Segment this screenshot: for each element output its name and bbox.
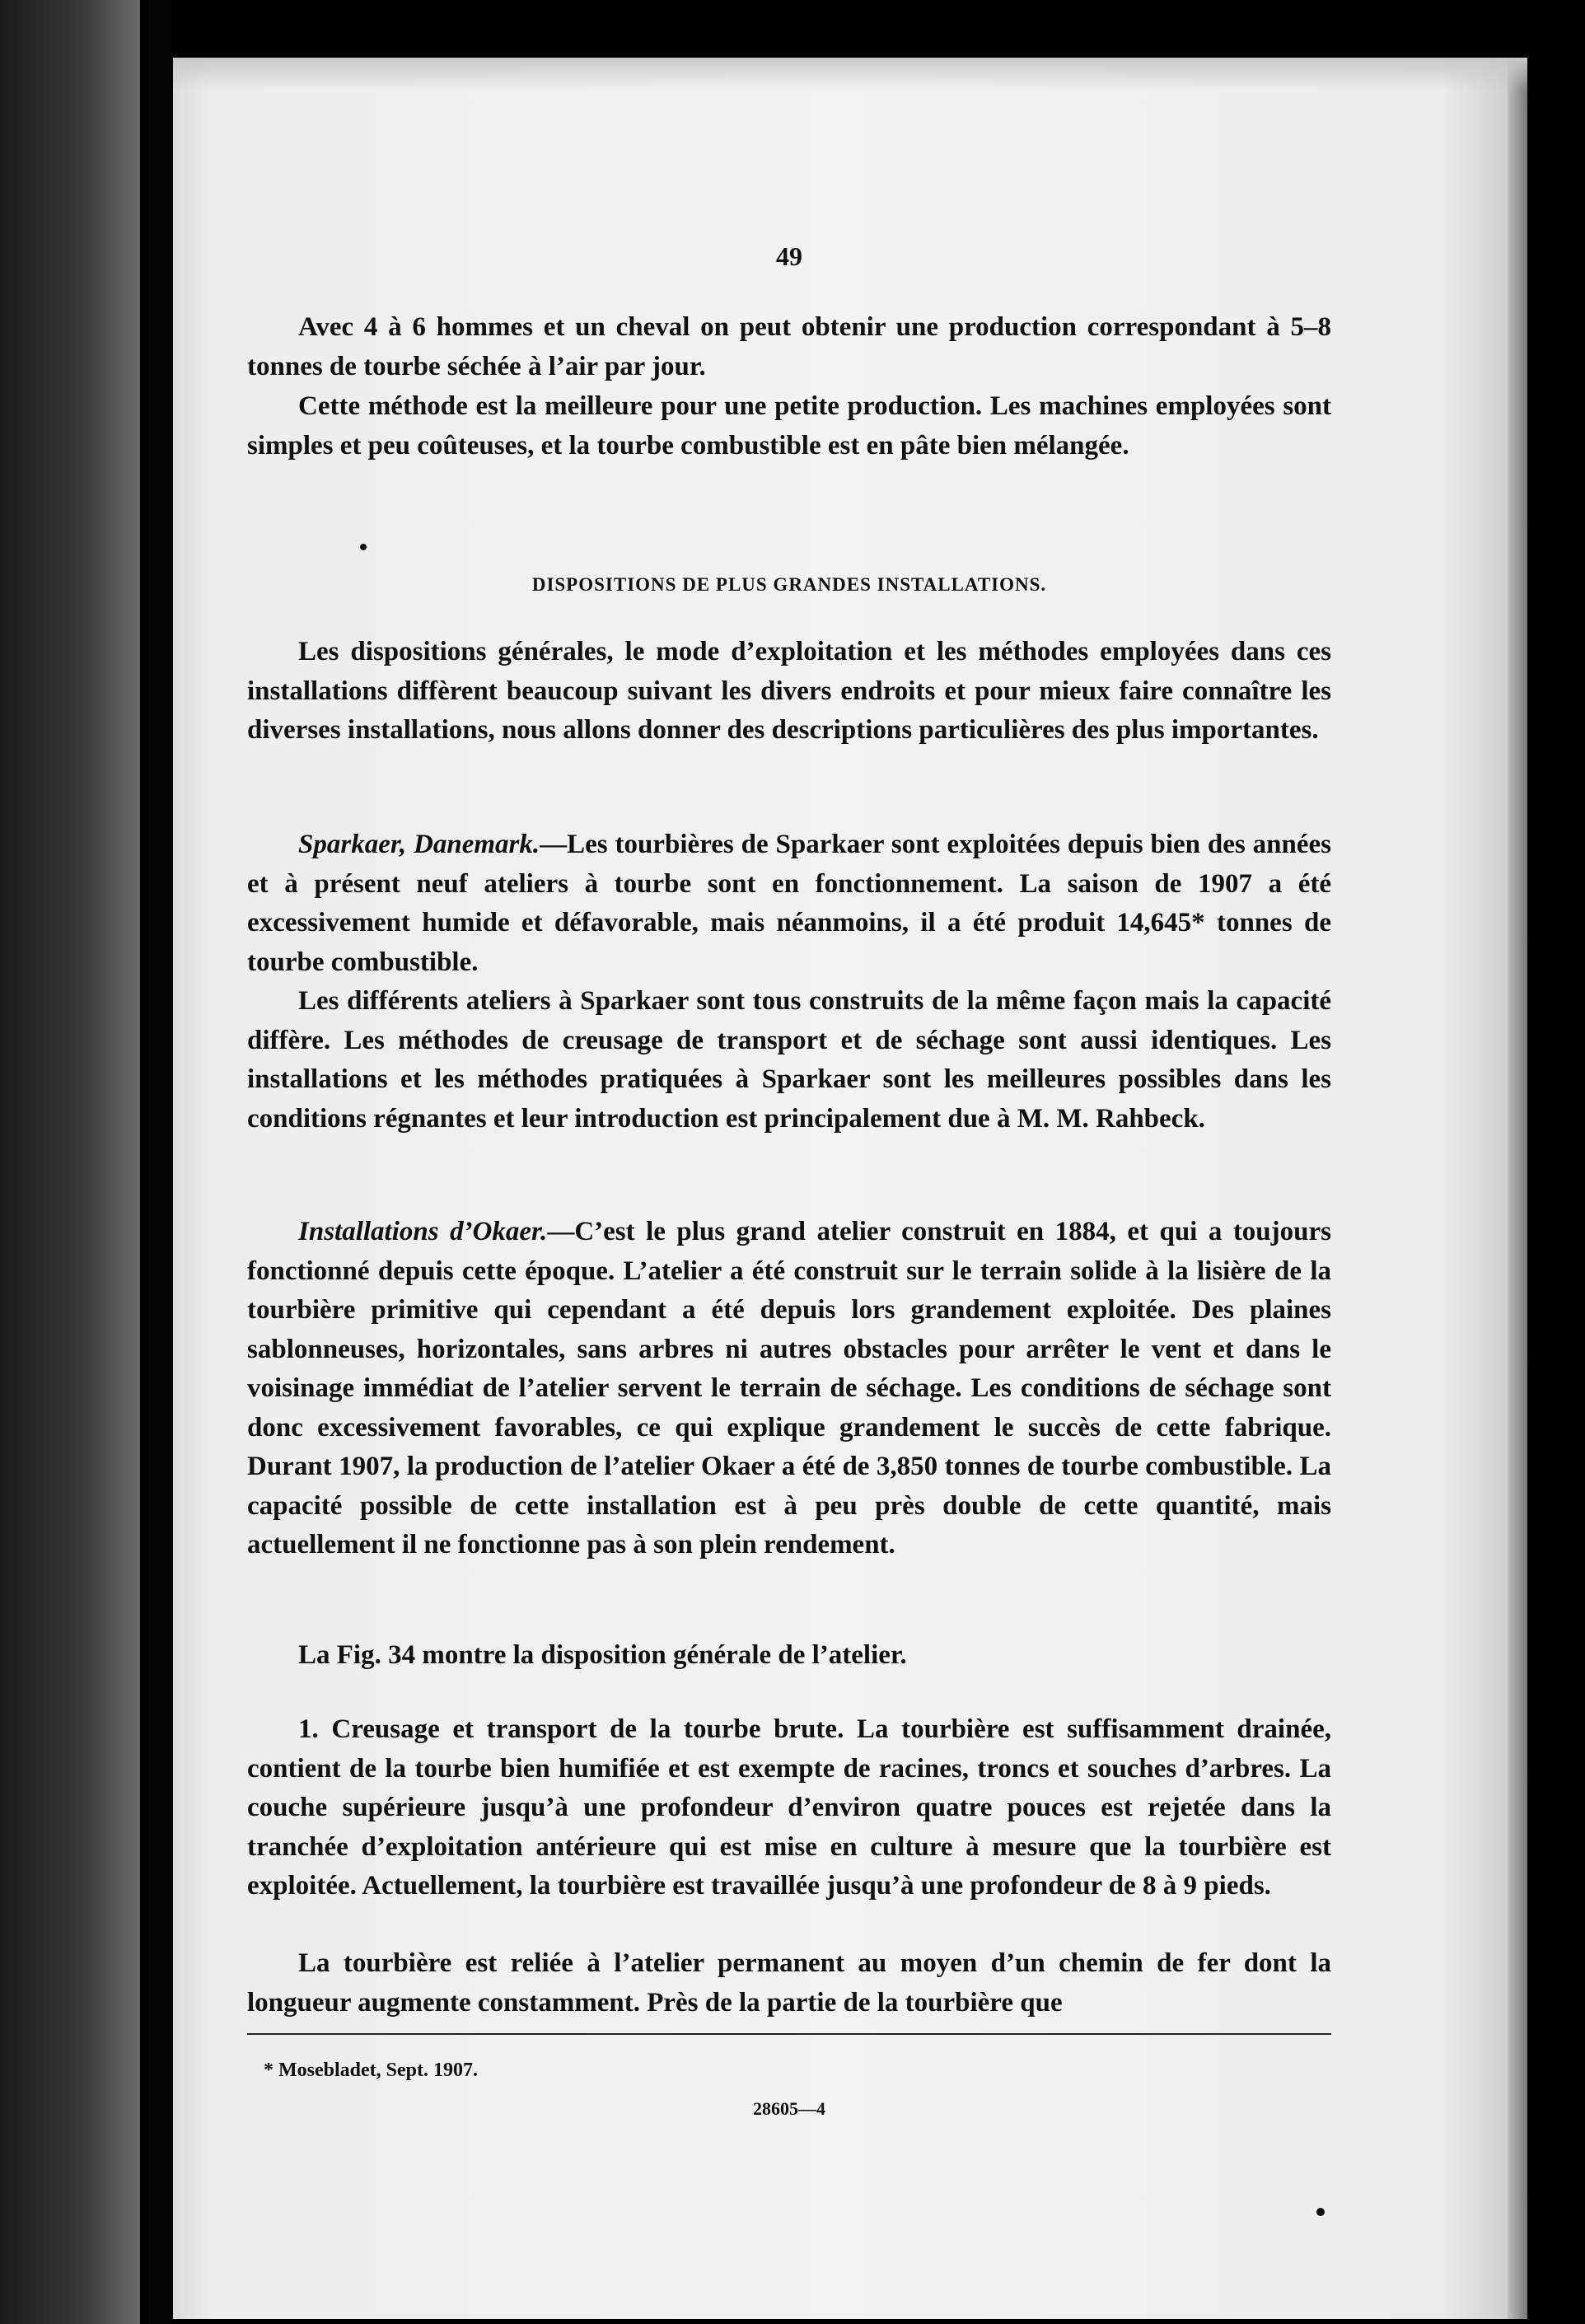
footnote-divider — [247, 2033, 1331, 2035]
paragraph-9: La tourbière est reliée à l’atelier permanent au moyen d’un chemin de fer dont la longueur augmente constamment. Près de la partie de la tourbière que — [247, 1948, 1331, 2018]
scan-left-margin — [0, 0, 140, 2324]
printer-signature: 28605—4 — [753, 2098, 825, 2119]
paragraph-3: Les dispositions générales, le mode d’exploitation et les méthodes employées dans ces installations diffèrent beaucoup suivant les divers endroits et pour mieux faire connaître les diverses installations, nous allons donner des descriptions particulières des plus importantes. — [247, 637, 1331, 745]
scan-top-shadow — [173, 58, 1527, 91]
paragraph-5: Les différents ateliers à Sparkaer sont tous construits de la même façon mais la capacité diffère. Les méthodes de creusage de transport et de séchage sont aussi identiques. Les installations et les méthodes pratiquées à Sparkaer sont les meilleures possibles dans les conditions régnantes et leur introduction est principalement due à M. M. Rahbeck. — [247, 986, 1331, 1134]
okaer-title: Installations d’Okaer. — [298, 1217, 548, 1246]
section-heading: DISPOSITIONS DE PLUS GRANDES INSTALLATIONS. — [531, 574, 1047, 595]
paragraph-sparkaer — [247, 825, 1331, 982]
scan-speck — [360, 544, 367, 550]
page-number: 49 — [776, 241, 802, 271]
scan-binding-edge — [148, 0, 171, 2324]
sparkaer-text: —Les tourbières de Sparkaer sont exploitées depuis bien des années et à présent neuf ateliers à tourbe sont en fonctionnement. La saison de 1907 a été excessivement humide et défavorable, mais néanmoins, il a été produit 14,645* tonnes de tourbe combustible. — [247, 830, 1331, 977]
paragraph-7: La Fig. 34 montre la disposition générale de l’atelier. — [298, 1640, 907, 1670]
paragraph-8: 1. Creusage et transport de la tourbe brute. La tourbière est suffisamment drainée, contient de la tourbe bien humifiée et est exempte de racines, troncs et souches d’arbres. La couche supérieure jusqu’à une profondeur d’environ quatre pouces est rejetée dans la tranchée d’exploitation antérieure qui est mise en culture à mesure que la tourbière est exploitée. Actuellement, la tourbière est travaillée jusqu’à une profondeur de 8 à 9 pieds. — [247, 1714, 1331, 1901]
scan-speck — [1316, 2208, 1325, 2216]
scan-right-edge — [1508, 58, 1527, 2319]
footnote: * Mosebladet, Sept. 1907. — [264, 2060, 478, 2081]
okaer-text: —C’est le plus grand atelier construit en 1884, et qui a toujours fonctionné depuis cette époque. L’atelier a été construit sur le terrain solide à la lisière de la tourbière primitive qui cependant a été depuis lors grandement exploitée. Des plaines sablonneuses, horizontales, sans arbres ni autres obstacles pour arrêter le vent et dans le voisinage immédiat de l’atelier servent le terrain de séchage. Les conditions de séchage sont donc excessivement favorables, ce qui explique grandement le succès de cette fabrique. Durant 1907, la production de l’atelier Okaer a été de 3,850 tonnes de tourbe combustible. La capacité possible de cette installation est à peu près double de cette quantité, mais actuellement il ne fonctionne pas à son plein rendement. — [247, 1217, 1331, 1559]
paragraph-1: Avec 4 à 6 hommes et un cheval on peut obtenir une production correspondant à 5–8 tonnes de tourbe séchée à l’air par jour. — [247, 312, 1331, 381]
paragraph-okaer — [247, 1213, 1331, 1565]
paragraph-2: Cette méthode est la meilleure pour une petite production. Les machines employées sont simples et peu coûteuses, et la tourbe combustible est en pâte bien mélangée. — [247, 391, 1331, 461]
sparkaer-title: Sparkaer, Danemark. — [298, 830, 540, 859]
